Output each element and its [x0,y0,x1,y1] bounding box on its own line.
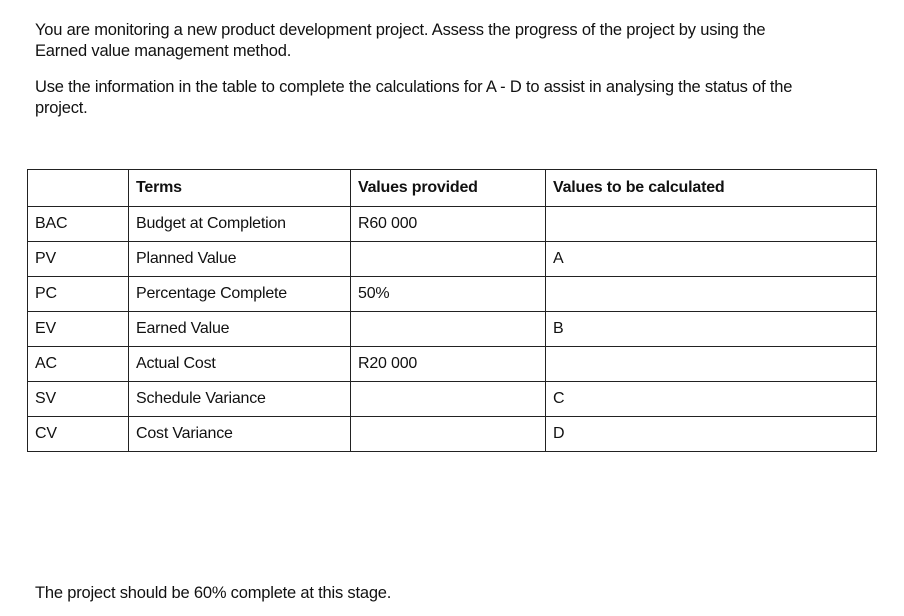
row-term: Actual Cost [129,347,351,382]
header-abbreviation [28,170,129,207]
row-abbreviation: EV [28,312,129,347]
row-value-provided [351,312,546,347]
row-abbreviation: PC [28,277,129,312]
header-values-to-calculate: Values to be calculated [546,170,877,207]
table-row [28,417,877,452]
row-value-provided [351,382,546,417]
row-value-calculated [546,207,877,242]
row-value-calculated: C [546,382,877,417]
completion-note: The project should be 60% complete at this stage. [35,584,392,602]
row-value-calculated [546,347,877,382]
row-value-calculated [546,277,877,312]
row-term: Cost Variance [129,417,351,452]
row-value-provided: 50% [351,277,546,312]
row-value-calculated: B [546,312,877,347]
row-abbreviation: SV [28,382,129,417]
row-term: Earned Value [129,312,351,347]
table-row [28,382,877,417]
table-row [28,207,877,242]
instruction-paragraph-1: You are monitoring a new product development project. Assess the progress of the project by using the Earned value management method. [35,21,766,60]
row-value-provided: R20 000 [351,347,546,382]
row-value-provided: R60 000 [351,207,546,242]
row-value-provided [351,242,546,277]
row-term: Percentage Complete [129,277,351,312]
header-terms: Terms [129,170,351,207]
row-term: Planned Value [129,242,351,277]
row-abbreviation: AC [28,347,129,382]
row-value-calculated: A [546,242,877,277]
row-value-provided [351,417,546,452]
table-row [28,347,877,382]
table-header-row [28,170,877,207]
earned-value-table [27,169,877,452]
table-row [28,242,877,277]
row-abbreviation: CV [28,417,129,452]
instruction-paragraph-2: Use the information in the table to complete the calculations for A - D to assist in analysing the status of the project. [35,78,793,117]
row-abbreviation: PV [28,242,129,277]
row-term: Schedule Variance [129,382,351,417]
table-row [28,277,877,312]
row-term: Budget at Completion [129,207,351,242]
row-abbreviation: BAC [28,207,129,242]
instructions [35,20,795,134]
table-row [28,312,877,347]
row-value-calculated: D [546,417,877,452]
header-values-provided: Values provided [351,170,546,207]
